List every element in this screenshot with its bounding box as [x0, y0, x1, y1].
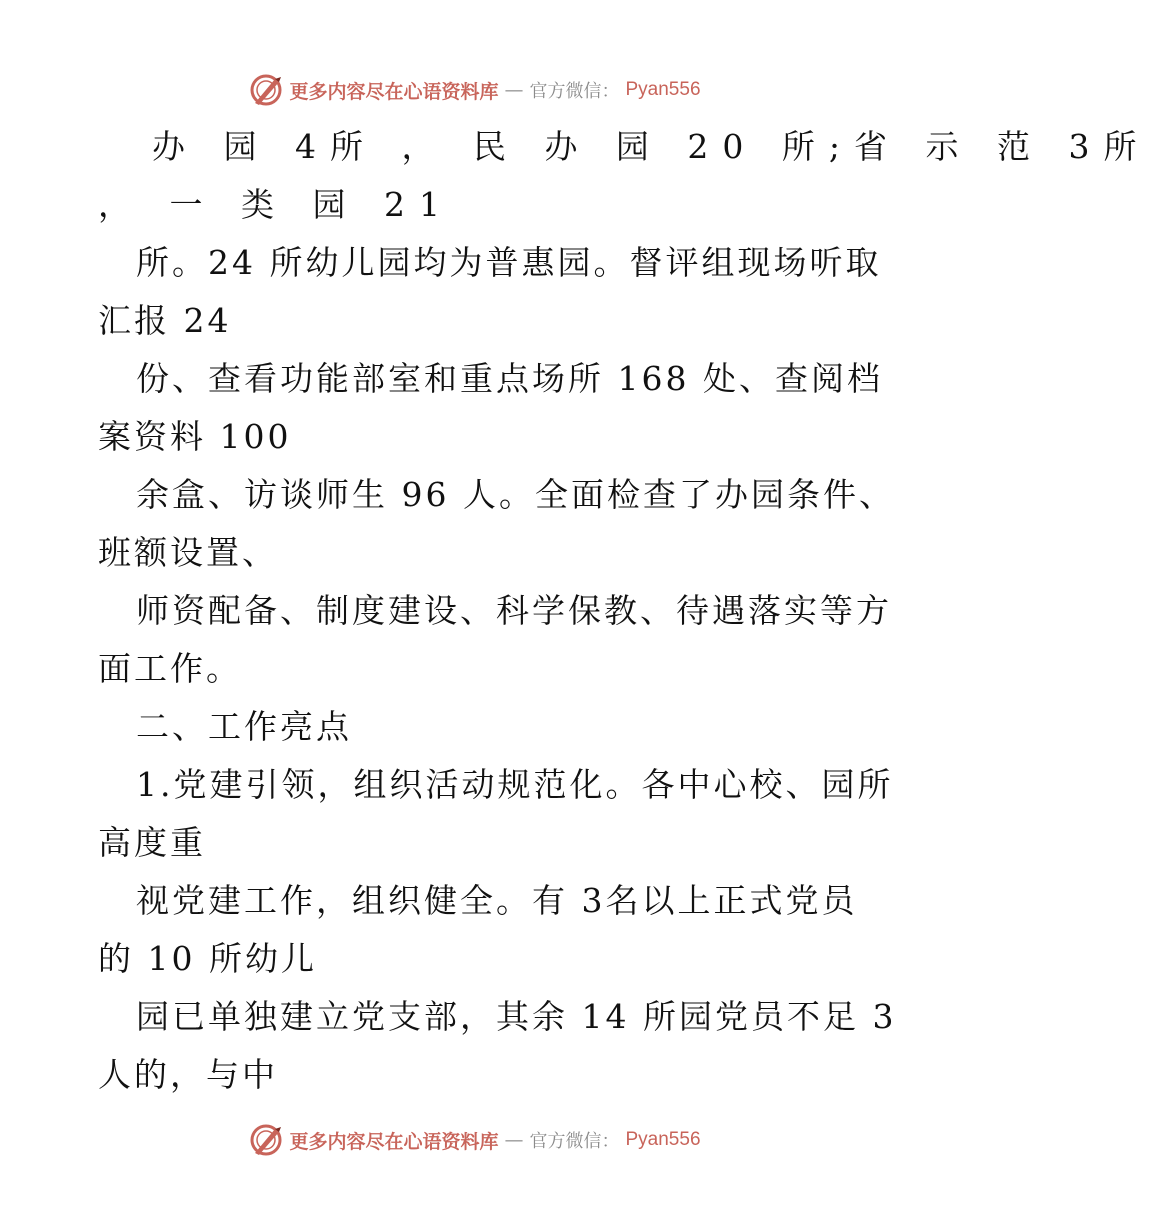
text-line: 1.党建引领，组织活动规范化。各中心校、园所	[136, 765, 894, 804]
text-line: 班额设置、	[98, 533, 278, 572]
text-line: 园已单独建立党支部，其余 14 所园党员不足 3	[136, 997, 897, 1036]
watermark-label: 官方微信：	[529, 1131, 620, 1152]
watermark-dash: —	[504, 1129, 524, 1151]
text-line: ， 一 类 园 21	[98, 185, 454, 224]
text-line: 所。24 所幼儿园均为普惠园。督评组现场听取	[136, 243, 882, 282]
text-line: 案资料 100	[98, 417, 292, 456]
watermark-wechat-id: Pyan556	[625, 1129, 701, 1150]
text-line: 汇报 24	[98, 301, 232, 340]
watermark-label: 官方微信：	[529, 81, 620, 102]
watermark-wechat-id: Pyan556	[625, 79, 701, 100]
watermark-dash: —	[504, 79, 524, 101]
watermark-banner-bottom	[0, 1120, 950, 1160]
text-line: 的 10 所幼儿	[98, 939, 317, 978]
text-line: 余盒、访谈师生 96 人。全面检查了办园条件、	[136, 475, 895, 514]
watermark-banner-top	[0, 70, 950, 110]
text-line: 师资配备、制度建设、科学保教、待遇落实等方	[136, 591, 892, 630]
text-line: 办 园 4所 ， 民 办 园 20 所;省 示 范 3所	[152, 127, 1151, 166]
text-line: 面工作。	[98, 649, 242, 688]
text-line: 人的，与中	[98, 1055, 278, 1094]
section-heading: 二、工作亮点	[136, 707, 352, 746]
pen-logo-icon	[249, 1123, 283, 1157]
watermark-text: 更多内容尽在心语资料库	[289, 1130, 499, 1153]
watermark-text: 更多内容尽在心语资料库	[289, 80, 499, 103]
pen-logo-icon	[249, 73, 283, 107]
text-line: 高度重	[98, 823, 206, 862]
text-line: 份、查看功能部室和重点场所 168 处、查阅档	[136, 359, 883, 398]
text-line: 视党建工作，组织健全。有 3名以上正式党员	[136, 881, 858, 920]
document-body	[98, 118, 1151, 1104]
